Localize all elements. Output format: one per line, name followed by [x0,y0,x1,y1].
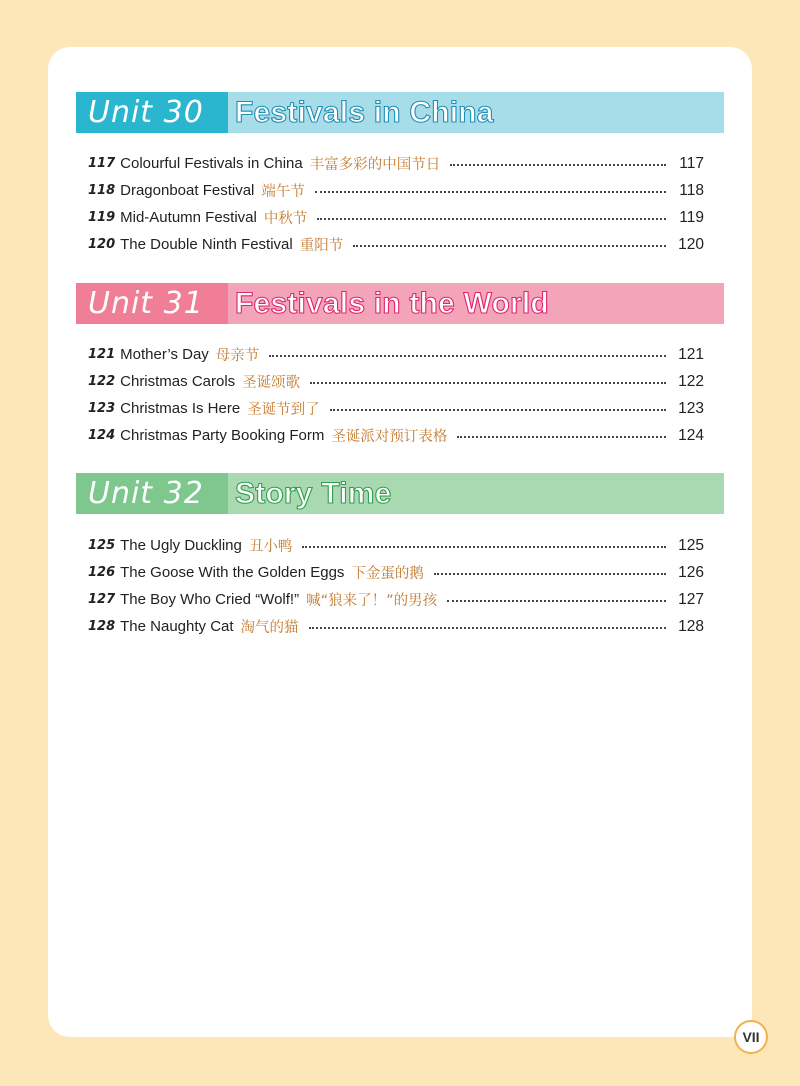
lesson-number: 124 [88,428,116,443]
dot-leader [330,407,666,411]
lesson-title-zh: 圣诞节到了 [247,402,320,418]
lesson-title-zh: 丰富多彩的中国节日 [309,157,441,173]
lesson-number: 122 [88,374,116,389]
unit-30-header [76,92,724,133]
unit-32-header [76,473,724,514]
unit-number: Unit 32 [76,473,228,514]
lesson-title-en: Mother’s Day [120,346,209,363]
lesson-title-zh: 喊“狼来了！”的男孩 [306,593,438,609]
lesson-number: 118 [88,183,116,198]
toc-entry[interactable] [88,422,704,449]
lesson-number: 117 [88,156,116,171]
page-number: 120 [678,235,704,253]
lesson-number: 127 [88,592,116,607]
lesson-title-en: Christmas Carols [120,373,236,390]
lesson-title-en: Mid-Autumn Festival [120,209,257,226]
lesson-title-zh: 下金蛋的鹅 [351,566,424,582]
dot-leader [434,571,666,575]
lesson-title-en: Dragonboat Festival [120,182,255,199]
dot-leader [457,434,666,438]
dot-leader [317,216,666,220]
unit-title: Festivals in China [228,92,724,133]
unit-32-entries [88,532,704,640]
unit-title: Story Time [228,473,724,514]
lesson-title-en: The Double Ninth Festival [120,236,293,253]
toc-entry[interactable] [88,177,704,204]
unit-number: Unit 30 [76,92,228,133]
lesson-number: 119 [88,210,116,225]
toc-entry[interactable] [88,613,704,640]
toc-entry[interactable] [88,341,704,368]
dot-leader [353,243,666,247]
unit-title: Festivals in the World [228,283,724,324]
dot-leader [302,544,666,548]
lesson-number: 121 [88,347,116,362]
lesson-number: 128 [88,619,116,634]
dot-leader [309,625,666,629]
page-folio: VII [734,1020,768,1054]
lesson-number: 126 [88,565,116,580]
toc-entry[interactable] [88,368,704,395]
toc-entry[interactable] [88,150,704,177]
dot-leader [269,353,666,357]
unit-31-header [76,283,724,324]
page-number: 122 [678,372,704,390]
page-number: 119 [679,208,704,226]
toc-entry[interactable] [88,204,704,231]
lesson-title-en: The Ugly Duckling [120,537,242,554]
page-number: 117 [679,154,704,172]
page-number: 121 [678,345,704,363]
lesson-number: 120 [88,237,116,252]
toc-entry[interactable] [88,231,704,258]
contents-card [48,47,752,1037]
lesson-title-en: Christmas Is Here [120,400,241,417]
lesson-title-en: The Naughty Cat [120,618,234,635]
unit-31-entries [88,341,704,449]
page-number: 118 [679,181,704,199]
dot-leader [315,189,666,193]
unit-30-entries [88,150,704,258]
lesson-title-zh: 母亲节 [215,348,260,364]
lesson-title-zh: 淘气的猫 [240,620,299,636]
lesson-title-zh: 端午节 [261,184,305,200]
toc-entry[interactable] [88,559,704,586]
lesson-title-zh: 圣诞派对预订表格 [331,429,448,445]
toc-entry[interactable] [88,532,704,559]
lesson-number: 123 [88,401,116,416]
lesson-number: 125 [88,538,116,553]
page-number: 125 [678,536,704,554]
lesson-title-zh: 重阳节 [299,238,344,254]
page-number: 128 [678,617,704,635]
toc-entry[interactable] [88,395,704,422]
page-number: 126 [678,563,704,581]
lesson-title-zh: 中秋节 [263,211,308,227]
page-number: 127 [678,590,704,608]
lesson-title-en: The Boy Who Cried “Wolf!” [120,591,300,608]
dot-leader [447,598,666,602]
dot-leader [450,162,666,166]
lesson-title-zh: 丑小鸭 [248,539,293,555]
lesson-title-en: Christmas Party Booking Form [120,427,325,444]
lesson-title-en: The Goose With the Golden Eggs [120,564,345,581]
page-number: 124 [678,426,704,444]
lesson-title-en: Colourful Festivals in China [120,155,303,172]
page-number: 123 [678,399,704,417]
unit-number: Unit 31 [76,283,228,324]
lesson-title-zh: 圣诞颂歌 [242,375,301,391]
dot-leader [310,380,666,384]
toc-entry[interactable] [88,586,704,613]
